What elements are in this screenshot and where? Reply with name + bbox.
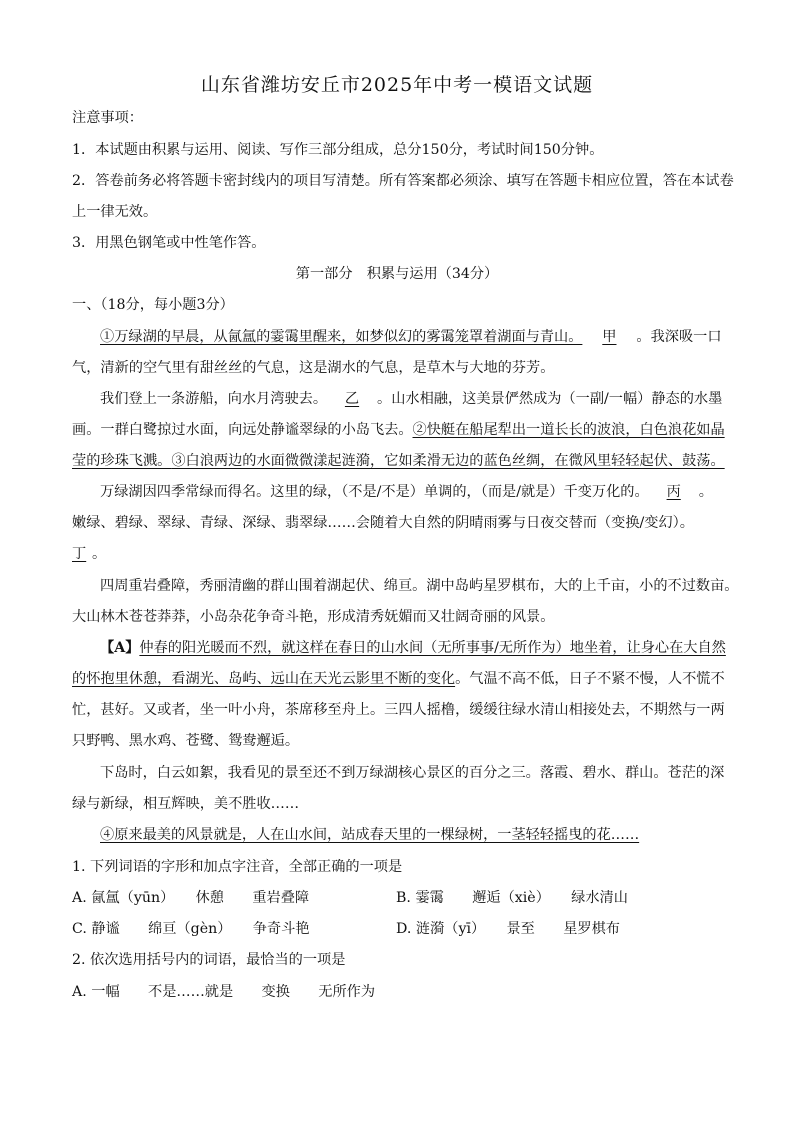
- question-2-stem: 2. 依次选用括号内的词语，最恰当的一项是: [72, 952, 346, 968]
- passage-line: 气，清新的空气里有甜丝丝的气息，这是湖水的气息，是草木与大地的芬芳。: [72, 360, 555, 376]
- sentence-1-underlined: ①万绿湖的早晨，从氤氲的霎霭里醒来，如梦似幻的雾霭笼罩着湖面与青山。: [100, 329, 583, 345]
- passage-line: [100, 825, 639, 845]
- q1-option-b: B. 霎霭 邂逅（xiè） 绿水清山: [396, 890, 628, 906]
- notice-item-2a: 2．答卷前务必将答题卡密封线内的项目写清楚。所有答案都必须涂、填写在答题卡相应位置，答在本试卷: [72, 173, 734, 189]
- page-title: 山东省潍坊安丘市2025年中考一模语文试题: [200, 74, 594, 96]
- q2-option-a: A. 一幅 不是……就是 变换 无所作为: [72, 984, 376, 1000]
- sentence-4-underlined: ④原来最美的风景就是，人在山水间，站成春天里的一棵绿树，一茎轻轻摇曳的花……: [100, 827, 640, 843]
- blank-yi: 乙: [344, 391, 360, 407]
- passage-line: 忙，甚好。又或者，坐一叶小舟，茶席移至舟上。三四人摇橹，缓缓往绿水清山相接处去，不期然与一两: [72, 702, 725, 718]
- passage-text: 。: [92, 546, 107, 562]
- section1-heading: 一、（18分，每小题3分）: [72, 297, 234, 313]
- passage-line: 只野鸭、黑水鸡、苍鹭、鸳鸯邂逅。: [72, 733, 300, 749]
- sentence-2-underlined-end: 莹的珍珠飞溅。: [72, 453, 172, 469]
- sentence-a-underlined: 仲春的阳光暖而不烈，就这样在春日的山水间（无所事事/无所作为）地坐着，让身心在大自然: [139, 640, 726, 656]
- passage-text: 。气温不高不低，日子不紧不慢，人不慌不: [455, 671, 725, 687]
- passage-line: [72, 420, 725, 440]
- passage-line: [100, 327, 722, 347]
- notice-item-2b: 上一律无效。: [72, 204, 158, 220]
- passage-text: 。: [698, 484, 713, 500]
- passage-line: [100, 482, 713, 502]
- passage-line: 下岛时，白云如絮，我看见的景至还不到万绿湖核心景区的百分之三。落霞、碧水、群山。苍茫的深: [100, 765, 725, 781]
- notice-item-3: 3．用黑色钢笔或中性笔作答。: [72, 235, 266, 251]
- blank-ding: 丁: [72, 546, 87, 562]
- blank-jia: 甲: [602, 329, 617, 345]
- passage-line: 绿与新绿，相互辉映，美不胜收……: [72, 796, 300, 812]
- passage-text: 。山水相融，这美景俨然成为（一副/一幅）静态的水墨: [377, 391, 723, 407]
- passage-line: 四周重岩叠障，秀丽清幽的群山围着湖起伏、绵亘。湖中岛屿星罗棋布，大的上千亩，小的不过数亩。: [100, 578, 739, 594]
- passage-text: 。我深吸一口: [636, 329, 722, 345]
- passage-text: 画。一群白鹭掠过水面，向远处静谧翠绿的小岛飞去。: [72, 422, 413, 438]
- passage-text: 万绿湖因四季常绿而得名。这里的绿，（不是/不是）单调的，（而是/就是）千变万化的。: [100, 484, 649, 500]
- q1-option-a: A. 氤氲（yūn） 休憩 重岩叠障: [72, 890, 310, 906]
- notice-heading: 注意事项：: [72, 110, 143, 126]
- passage-line: [100, 389, 722, 409]
- q1-option-c: C. 静谧 绵亘（gèn） 争奇斗艳: [72, 921, 310, 937]
- passage-line: [72, 451, 725, 471]
- passage-line: [100, 638, 726, 658]
- marker-a: 【A】: [100, 640, 140, 656]
- passage-text: 嫩绿、碧绿、翠绿、青绿、深绿、翡翠绿……会随着大自然的阴晴雨雾与日夜交替而（变换/变幻）。: [72, 515, 694, 531]
- sentence-3-underlined: ③白浪两边的水面微微漾起涟漪，它如柔滑无边的蓝色丝绸，在微风里轻轻起伏、鼓荡。: [171, 453, 725, 469]
- notice-item-1: 1．本试题由积累与运用、阅读、写作三部分组成，总分150分，考试时间150分钟。: [72, 142, 604, 158]
- passage-line: [72, 544, 106, 564]
- q1-option-d: D. 涟漪（yī） 景至 星罗棋布: [396, 921, 620, 937]
- passage-line: [72, 669, 725, 689]
- blank-bing: 丙: [666, 484, 681, 500]
- passage-line: [72, 513, 718, 533]
- passage-line: 大山林木苍苍莽莽，小岛杂花争奇斗艳，形成清秀妩媚而又壮阔奇丽的风景。: [72, 609, 555, 625]
- question-1-stem: 1. 下列词语的字形和加点字注音，全部正确的一项是: [72, 859, 403, 875]
- part1-heading: 第一部分 积累与运用（34分）: [295, 266, 499, 282]
- sentence-2-underlined: ②快艇在船尾犁出一道长长的波浪，白色浪花如晶: [412, 422, 725, 438]
- passage-text: 我们登上一条游船，向水月湾驶去。: [100, 391, 328, 407]
- sentence-a-underlined-end: 的怀抱里休憩，看湖光、岛屿、远山在天光云影里不断的变化: [72, 671, 456, 687]
